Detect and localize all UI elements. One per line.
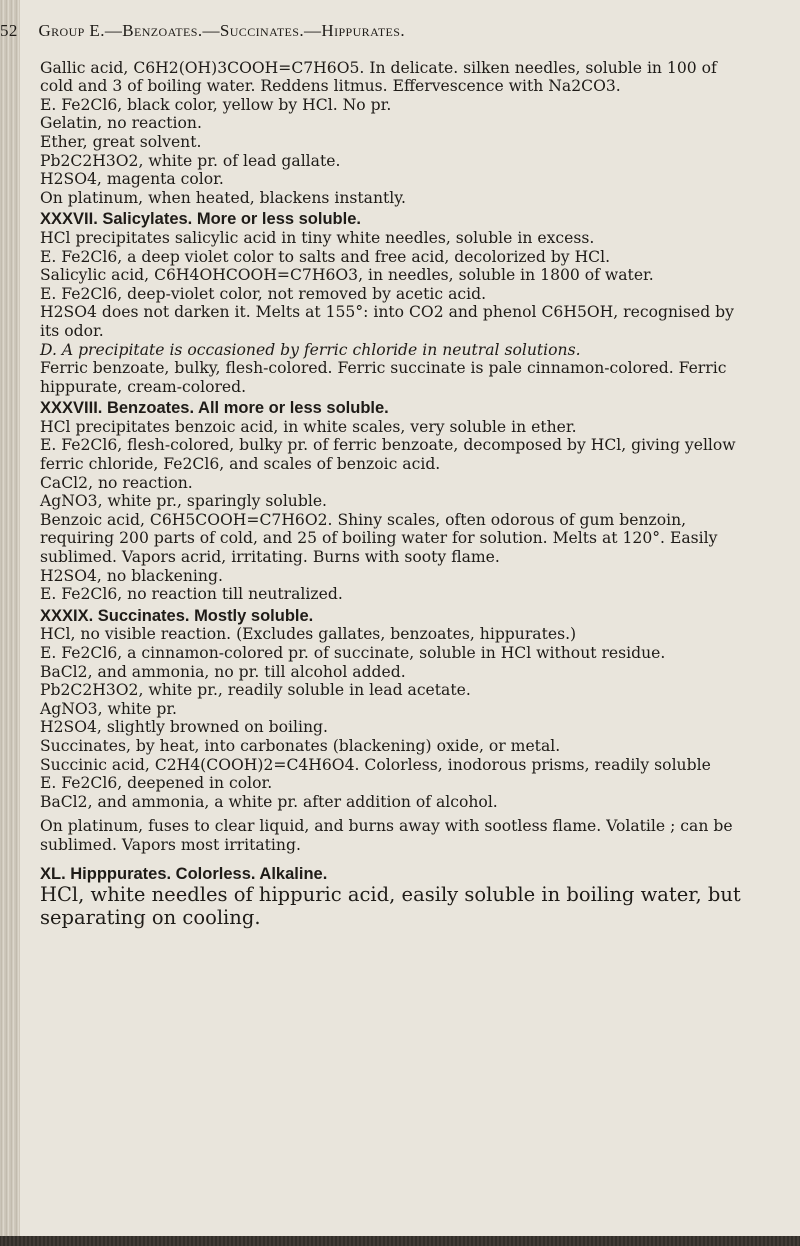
line: E. Fe2Cl6, a cinnamon-colored pr. of succinate, soluble in HCl without residue.	[40, 644, 666, 662]
section-heading-salicylates: XXXVII. Salicylates. More or less soluble.	[40, 210, 361, 229]
line: E. Fe2Cl6, deepened in color.	[40, 774, 273, 793]
section-heading-succinates: XXXIX. Succinates. Mostly soluble.	[40, 606, 314, 625]
line: BaCl2, and ammonia, no pr. till alcohol added.	[40, 662, 406, 681]
line: Pb2C2H3O2, white pr. of lead gallate.	[40, 151, 341, 170]
line: H2SO4, magenta color.	[40, 170, 224, 189]
paragraph-salicylic-acid: Salicylic acid, C6H4OHCOOH=C7H6O3, in needles, soluble in 1800 of water.	[40, 266, 654, 285]
line: E. Fe2Cl6, flesh-colored, bulky pr. of ferric benzoate, decomposed by HCl, giving yellow ferric chloride, Fe2Cl6, and scales of benzoic acid.	[40, 436, 736, 474]
line: HCl precipitates benzoic acid, in white scales, very soluble in ether.	[40, 417, 577, 436]
paragraph-hippuric-acid: HCl, white needles of hippuric acid, easily soluble in boiling water, but separating on cooling.	[40, 883, 741, 930]
paragraph-ferric-salts: Ferric benzoate, bulky, flesh-colored. Ferric succinate is pale cinnamon-colored. Ferric hippurate, cream-colored.	[40, 359, 727, 396]
book-page	[0, 21, 745, 930]
paragraph-gallic-acid: Gallic acid, C6H2(OH)3COOH=C7H6O5. In delicate. silken needles, soluble in 100 of cold and 3 of boiling water. Reddens litmus. Effervescence with Na2CO3.	[40, 58, 717, 96]
line: HCl precipitates salicylic acid in tiny white needles, soluble in excess.	[40, 228, 595, 247]
paragraph-succinic-acid: Succinic acid, C2H4(COOH)2=C4H6O4. Colorless, inodorous prisms, readily soluble	[40, 755, 711, 774]
section-heading-benzoates: XXXVIII. Benzoates. All more or less soluble.	[40, 399, 389, 418]
line: Ether, great solvent.	[40, 132, 202, 151]
italic-statement: D. A precipitate is occasioned by ferric chloride in neutral solutions.	[40, 340, 581, 359]
page-gutter	[0, 0, 20, 1246]
line: BaCl2, and ammonia, a white pr. after addition of alcohol.	[40, 792, 498, 811]
page-edge	[0, 1236, 800, 1246]
line: Gelatin, no reaction.	[40, 114, 202, 133]
line: AgNO3, white pr.	[40, 699, 178, 718]
section-heading-hippurates: XL. Hipppurates. Colorless. Alkaline.	[40, 864, 328, 883]
line: CaCl2, no reaction.	[40, 473, 193, 492]
line: AgNO3, white pr., sparingly soluble.	[40, 492, 328, 511]
line: On platinum, when heated, blackens instantly.	[40, 188, 406, 207]
paragraph-benzoic-acid: Benzoic acid, C6H5COOH=C7H6O2. Shiny scales, often odorous of gum benzoin, requiring 200 parts of cold, and 25 of boiling water for solution. Melts at 120°. Easily sublimed. Vapors acrid, irritating. Burns with sooty flame.	[40, 510, 718, 567]
paragraph-platinum: On platinum, fuses to clear liquid, and burns away with sootless flame. Volatile ; can be sublimed. Vapors most irritating.	[40, 817, 733, 854]
line: E. Fe2Cl6, deep-violet color, not removed by acetic acid.	[40, 284, 487, 303]
header-title: Group E.—Benzoates.—Succinates.—Hippurates.	[38, 21, 406, 40]
line: Pb2C2H3O2, white pr., readily soluble in lead acetate.	[40, 681, 471, 700]
line: H2SO4, no blackening.	[40, 566, 223, 585]
line: Succinates, by heat, into carbonates (blackening) oxide, or metal.	[40, 736, 561, 755]
line: H2SO4 does not darken it. Melts at 155°: into CO2 and phenol C6H5OH, recognised by its odor.	[40, 303, 734, 340]
line: E. Fe2Cl6, black color, yellow by HCl. No pr.	[40, 95, 392, 114]
line: E. Fe2Cl6, a deep violet color to salts and free acid, decolorized by HCl.	[40, 247, 611, 266]
running-header	[0, 22, 745, 41]
page-number: 52	[0, 21, 18, 40]
line: E. Fe2Cl6, no reaction till neutralized.	[40, 585, 343, 604]
line: H2SO4, slightly browned on boiling.	[40, 718, 328, 737]
line: HCl, no visible reaction. (Excludes gallates, benzoates, hippurates.)	[40, 625, 577, 644]
